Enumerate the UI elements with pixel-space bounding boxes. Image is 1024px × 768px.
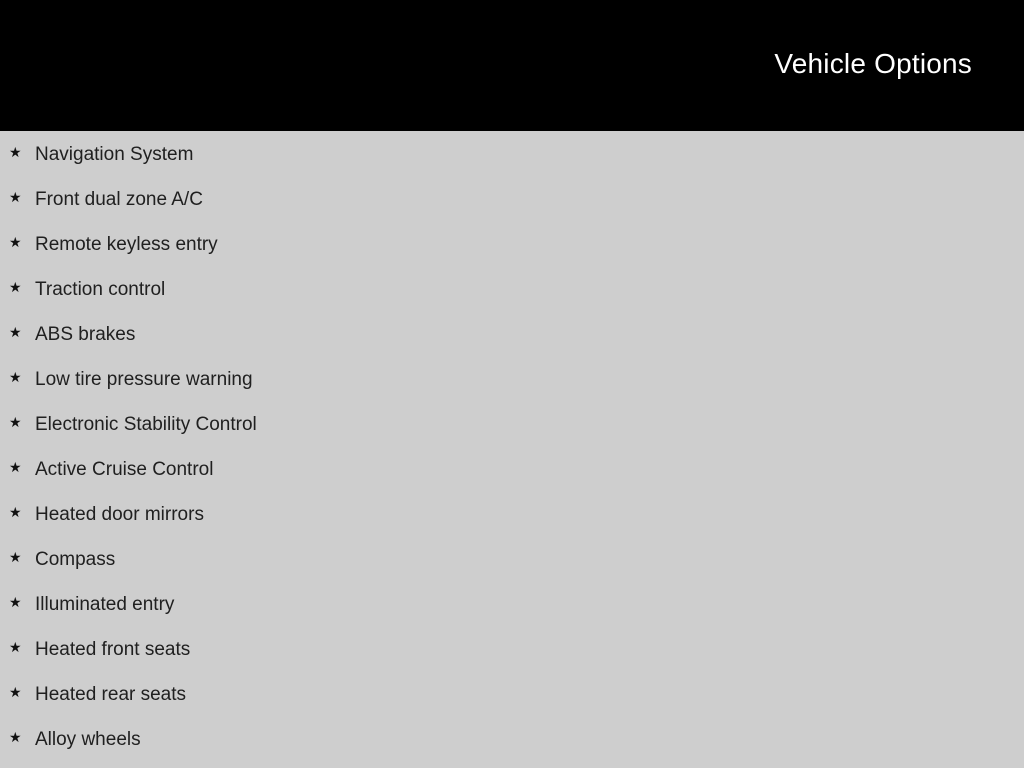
option-label: Illuminated entry (35, 594, 175, 615)
list-item (0, 497, 1024, 542)
page-title: Vehicle Options (774, 48, 972, 79)
list-item (0, 362, 1024, 407)
star-icon: ★ (9, 459, 22, 475)
star-icon: ★ (9, 144, 22, 160)
list-item (0, 452, 1024, 497)
option-label: Heated front seats (35, 639, 191, 660)
star-icon: ★ (9, 504, 22, 520)
list-item (0, 632, 1024, 677)
option-label: Front dual zone A/C (35, 189, 203, 210)
list-item (0, 137, 1024, 182)
star-icon: ★ (9, 369, 22, 385)
option-label: Compass (35, 549, 116, 570)
star-icon: ★ (9, 234, 22, 250)
list-item (0, 587, 1024, 632)
list-item (0, 272, 1024, 317)
option-label: Alloy wheels (35, 729, 141, 750)
option-label: Heated door mirrors (35, 504, 204, 525)
option-label: ABS brakes (35, 324, 136, 345)
option-label: Electronic Stability Control (35, 414, 257, 435)
star-icon: ★ (9, 684, 22, 700)
star-icon: ★ (9, 639, 22, 655)
star-icon: ★ (9, 549, 22, 565)
list-item (0, 407, 1024, 452)
star-icon: ★ (9, 729, 22, 745)
star-icon: ★ (9, 324, 22, 340)
option-label: Active Cruise Control (35, 459, 214, 480)
header-bar (0, 0, 1024, 131)
star-icon: ★ (9, 414, 22, 430)
star-icon: ★ (9, 279, 22, 295)
list-item (0, 182, 1024, 227)
list-item (0, 542, 1024, 587)
star-icon: ★ (9, 594, 22, 610)
vehicle-options-list (0, 137, 1024, 767)
list-item (0, 317, 1024, 362)
option-label: Traction control (35, 279, 166, 300)
option-label: Remote keyless entry (35, 234, 218, 255)
list-item (0, 227, 1024, 272)
option-label: Heated rear seats (35, 684, 187, 705)
list-item (0, 677, 1024, 722)
list-item (0, 722, 1024, 767)
option-label: Navigation System (35, 144, 194, 165)
option-label: Low tire pressure warning (35, 369, 253, 390)
star-icon: ★ (9, 189, 22, 205)
